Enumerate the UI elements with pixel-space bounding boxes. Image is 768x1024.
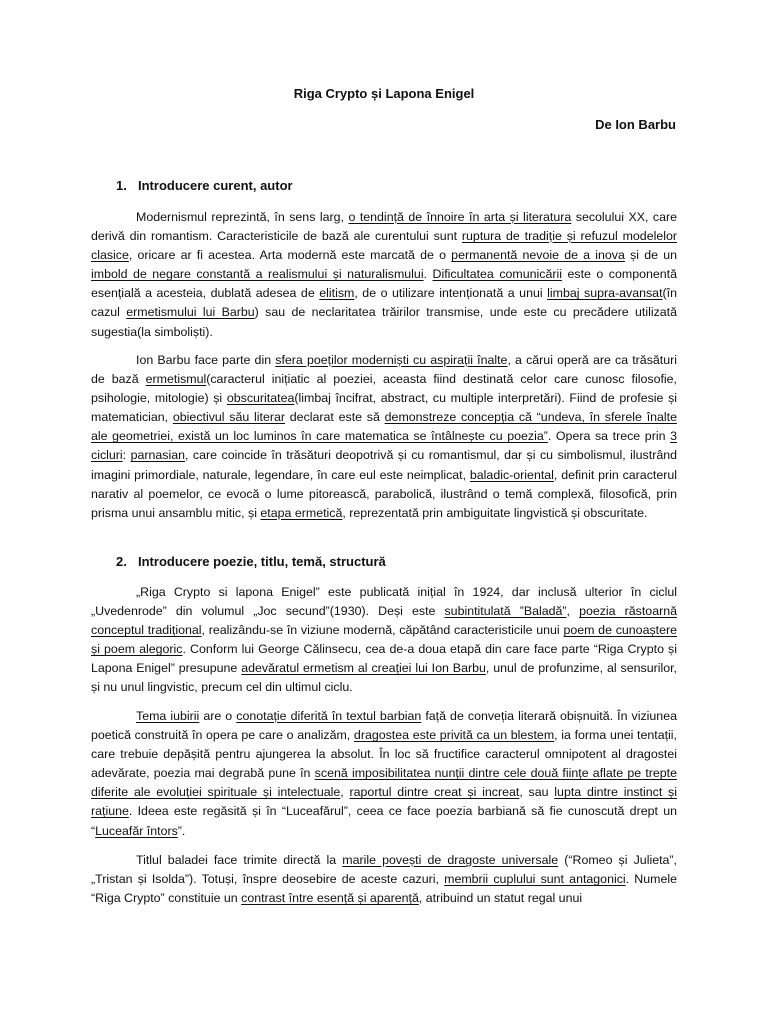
underlined-phrase: elitism — [319, 286, 355, 301]
text-run: , realizându-se în viziune modernă, căpătând caracteristicile unui — [201, 623, 564, 638]
text-run: , ia forma unei tentații, care trebuie depășită pentru ajungerea la absolut. În loc să fructifice caracterul omnipotent al dragostei adevărate, poezia mai degrabă pune în — [91, 728, 677, 781]
underlined-phrase: ruptura de tradiție și refuzul modelelor clasice — [91, 229, 677, 263]
underlined-phrase: raportul dintre creat și increat — [349, 785, 520, 800]
underlined-phrase: obiectivul său literar — [172, 410, 286, 425]
underlined-phrase: lupta dintre instinct și rațiune — [91, 785, 677, 819]
underlined-phrase: contrast între esență și aparență — [241, 891, 419, 906]
text-run: are o — [199, 709, 237, 723]
text-run: Modernismul reprezintă, în sens larg, — [136, 210, 349, 224]
section-number: 1. — [116, 178, 127, 193]
underlined-phrase: marile povești de dragoste universale — [342, 853, 559, 867]
document-title: Riga Crypto și Lapona Enigel — [293, 86, 475, 101]
text-run: (“Romeo și Julieta”, „Tristan și Isolda”). Totuși, înspre deosebire de aceste cazuri, — [91, 853, 677, 887]
underlined-phrase: Tema iubirii — [136, 709, 200, 723]
paragraph — [91, 208, 677, 342]
text-run: . Conform lui George Călinsecu, cea de-a doua etapă din care face parte “Riga Crypto și Lapona Enigel” presupune — [91, 642, 677, 676]
text-run: , oricare ar fi acestea. Arta modernă este marcată de o — [128, 248, 452, 263]
text-run: este o componentă esențială a acesteia, dublată adesea de — [91, 267, 677, 301]
text-run: (limbaj încifrat, abstract, cu multiple interpretări). Fiind de profesie și matematician, — [91, 391, 678, 425]
text-run: . Opera sa trece prin — [547, 429, 671, 444]
text-run: : — [122, 448, 131, 463]
text-run: ”. — [177, 823, 186, 838]
text-run: față de conveția literară obișnuită. În viziunea poetică construită în opera pe care o analizăm, — [91, 709, 677, 743]
text-run: , sau — [519, 785, 555, 800]
underlined-phrase: permanentă nevoie de a inova — [451, 248, 625, 263]
paragraph — [91, 583, 677, 698]
paragraph — [91, 351, 677, 523]
underlined-phrase: poezia răstoarnă conceptul tradițional — [91, 604, 677, 638]
underlined-phrase: 3 cicluri — [91, 429, 677, 463]
underlined-phrase: etapa ermetică — [260, 505, 343, 520]
underlined-phrase: membrii cuplului sunt antagonici — [444, 872, 626, 887]
underlined-phrase: scenă imposibilitatea nunții dintre cele două ființe aflate pe trepte diferite ale evoluției spirituale și intelectuale — [91, 766, 678, 800]
text-run: , de o utilizare intenționată a unui — [354, 286, 548, 301]
text-run: , — [566, 604, 580, 619]
text-run: . Ideea este regăsită și în “Luceafărul”, ceea ce face poezia barbiană să fie cunoscută drept un “ — [91, 804, 677, 838]
text-run: declarat este să — [285, 410, 385, 425]
text-run: , care coincide în trăsături deopotrivă și cu romantismul, dar și cu simbolismul, ilustrând imagini primordiale, naturale, legendare, în care eul este neimplicat, — [91, 448, 677, 482]
text-run: (în cazul — [91, 286, 677, 320]
section-number: 2. — [116, 554, 127, 569]
underlined-phrase: sfera poeților moderniști cu aspirații înalte — [275, 353, 508, 367]
underlined-phrase: limbaj supra-avansat — [547, 286, 663, 301]
section-title: Introducere curent, autor — [138, 178, 293, 193]
text-run: Titlul baladei face trimite directă la — [136, 853, 343, 867]
text-run: , reprezentată prin ambiguitate lingvistică și obscuritate. — [342, 505, 648, 520]
text-run: , atribuind un statut regal unui — [418, 891, 583, 906]
underlined-phrase: ermetismului lui Barbu — [126, 305, 255, 320]
text-run: și de un — [624, 248, 677, 263]
text-run: ) sau de neclaritatea trăirilor transmise, unde este cu precădere utilizată sugestia(la simboliști). — [91, 305, 677, 339]
underlined-phrase: adevăratul ermetism al creației lui Ion Barbu — [241, 661, 486, 676]
section-heading-1 — [116, 176, 293, 196]
underlined-phrase: subintitulată ”Baladă” — [444, 604, 567, 619]
paragraph — [91, 707, 677, 841]
underlined-phrase: Luceafăr întors — [95, 823, 178, 838]
underlined-phrase: imbold de negare constantă a realismului și naturalismului — [91, 267, 424, 282]
paragraph — [91, 851, 677, 908]
section-heading-2 — [116, 552, 386, 572]
text-run: . — [423, 267, 433, 282]
document-author: De Ion Barbu — [595, 117, 676, 132]
text-run: , unul de profunzime, al sensurilor, și nu unul lingvistic, precum cel din ultimul ciclu. — [91, 661, 677, 695]
text-run: „Riga Crypto si lapona Enigel” este publicată inițial în 1924, dar inclusă ulterior în ciclul „Uvedenrode” din volumul „Joc secund”(1930). Deși este — [91, 585, 677, 619]
underlined-phrase: dragostea este privită ca un blestem — [353, 728, 555, 743]
underlined-phrase: ermetismul — [145, 372, 207, 387]
underlined-phrase: o tendință de înnoire în arta și literatura — [348, 210, 572, 224]
text-run: (caracterul inițiatic al poeziei, aceasta fiind destinată celor care cunosc filosofie, psihologie, mitologie) și — [91, 372, 677, 406]
underlined-phrase: poem de cunoaștere și poem alegoric — [91, 623, 678, 657]
text-run: Ion Barbu face parte din — [136, 353, 276, 367]
underlined-phrase: Dificultatea comunicării — [432, 267, 562, 282]
underlined-phrase: demonstreze concepția că “undeva, în sferele înalte ale geometriei, există un loc luminos în care matematica se întâlnește cu poezia” — [91, 410, 678, 444]
section-title: Introducere poezie, titlu, temă, structură — [138, 554, 386, 569]
underlined-phrase: baladic-oriental — [469, 467, 554, 482]
underlined-phrase: conotație diferită în textul barbian — [236, 709, 422, 723]
text-run: . Numele “Riga Crypto” constituie un — [91, 872, 677, 906]
text-run: secolului XX, care derivă din romantism. Caracteristicile de bază ale curentului sunt — [91, 210, 677, 244]
text-run: , definit prin caracterul narativ al poemelor, ce evocă o lume pitorească, parabolică, ilustrând o temă complexă, filosofică, prin prisma unui ansamblu mitic, și — [91, 467, 677, 520]
underlined-phrase: parnasian — [130, 448, 186, 463]
text-run: , a cărui operă are ca trăsături de bază — [91, 353, 677, 387]
text-run: , — [340, 785, 350, 800]
underlined-phrase: obscuritatea — [226, 391, 295, 406]
